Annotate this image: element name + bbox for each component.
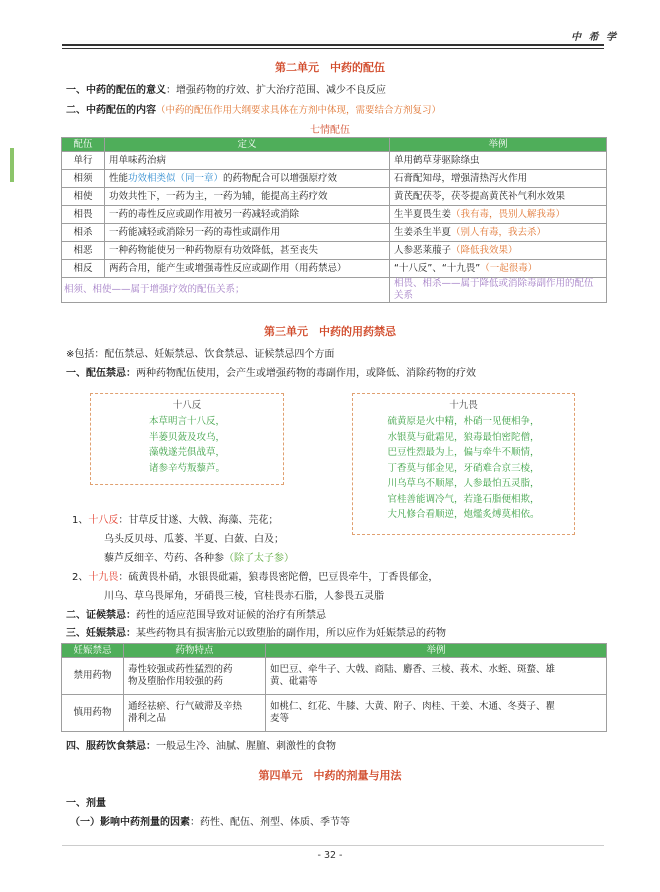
- row-example: [390, 224, 607, 242]
- list18-text: 藜芦反细辛、芍药、各种参: [104, 553, 224, 564]
- preg-text: 某些药物具有损害胎元以致堕胎的副作用，所以应作为妊娠禁忌的药物: [136, 628, 446, 639]
- example-line: 麦等: [270, 713, 290, 724]
- poem-18-line: 半蒌贝蔹及攻乌，: [148, 431, 225, 443]
- qiqing-table: [61, 137, 607, 303]
- content-label: 二、中药配伍的内容: [66, 105, 156, 116]
- list18-note: （除了太子参）: [224, 553, 294, 564]
- list18-line1: [72, 514, 278, 527]
- row-name: 单行: [62, 152, 105, 170]
- row-name: 相恶: [62, 242, 105, 260]
- unit2-title: 第二单元 中药的配伍: [275, 61, 385, 74]
- row-example: [390, 206, 607, 224]
- example-note: （一起很毒）: [480, 262, 538, 274]
- table-row: [62, 170, 607, 188]
- diet-label: 四、服药饮食禁忌：: [66, 741, 156, 752]
- list18-text: ：甘草反甘遂、大戟、海藻、芫花；: [118, 515, 279, 526]
- syndrome-text: 药性的适应范围导致对证候的治疗有所禁忌: [136, 610, 326, 621]
- content-line: [66, 104, 441, 117]
- feature-line: 通经祛瘀、行气破滞及辛热: [128, 701, 243, 712]
- factors-text: ：药性、配伍、剂型、体质、季节等: [190, 817, 350, 828]
- table-row: [62, 242, 607, 260]
- poem-19-line: 硫黄原是火中精，朴硝一见便相争，: [387, 416, 540, 427]
- row-example: [390, 242, 607, 260]
- list19-label: 十九畏: [88, 572, 119, 583]
- col-header-example: 举例: [390, 138, 607, 152]
- list18-number: 1、: [72, 515, 89, 526]
- brand-logo: 中 希 学: [571, 32, 618, 43]
- feature-line: 滑利之品: [128, 713, 167, 724]
- preg-row-example: [266, 658, 607, 695]
- table-row: [62, 206, 607, 224]
- factors-label: （一）影响中药剂量的因素: [70, 817, 190, 828]
- row-def: 一种药物能使另一种药物原有功效降低，甚至丧失: [105, 242, 390, 260]
- preg-row-feature: [124, 658, 266, 695]
- poem-18-line: 本草明言十八反，: [148, 416, 225, 427]
- row-example: [390, 260, 607, 278]
- includes-line: ※包括：配伍禁忌、妊娠禁忌、饮食禁忌、证候禁忌四个方面: [66, 349, 335, 360]
- example-text: 生姜杀生半夏: [394, 226, 452, 238]
- side-tab-marker: [10, 148, 14, 182]
- col-header-name: 配伍: [62, 138, 105, 152]
- poem-19-line: 水银莫与砒霜见，狼毒最怕密陀僧，: [387, 431, 540, 443]
- list19-line2: 川乌、草乌畏犀角，牙硝畏三棱，官桂畏赤石脂，人参畏五灵脂: [104, 591, 384, 602]
- preg-header-type: 妊娠禁忌: [62, 644, 124, 658]
- table-row: [62, 695, 607, 732]
- poem-19-line: 巴豆性烈最为上，偏与牵牛不顺情，: [387, 447, 540, 458]
- list19-text: ：硫黄畏朴硝，水银畏砒霜，狼毒畏密陀僧，巴豆畏牵牛，丁香畏郁金，: [118, 572, 439, 583]
- preg-label: 三、妊娠禁忌：: [66, 628, 136, 639]
- header-rule: [62, 44, 604, 46]
- row-def-start: 性能: [109, 172, 129, 184]
- list19-number: 2、: [72, 572, 89, 583]
- feature-line: 物及堕胎作用较强的药: [128, 676, 224, 687]
- page-number: - 32 -: [317, 850, 343, 861]
- row-def: 功效共性下，一药为主，一药为辅，能提高主药疗效: [105, 188, 390, 206]
- poem-19-box: [352, 393, 575, 535]
- table-row: [62, 152, 607, 170]
- preg-row-example: [266, 695, 607, 732]
- content-note: （中药的配伍作用大纲要求具体在方剂中体现，需要结合方剂复习）: [156, 105, 442, 116]
- poem-19-title: 十九畏: [449, 400, 478, 411]
- row-def: 一药能减轻或消除另一药的毒性或副作用: [105, 224, 390, 242]
- table-row: [62, 260, 607, 278]
- example-text: 人参恶莱菔子: [394, 244, 452, 256]
- preg-header-feature: 药物特点: [124, 644, 266, 658]
- example-text: 生半夏畏生姜: [394, 208, 452, 220]
- dose-heading: 一、剂量: [66, 798, 106, 809]
- preg-line: [66, 627, 446, 640]
- poem-19-line: 官桂善能调冷气，若逢石脂便相欺，: [387, 493, 540, 505]
- row-name: 相须: [62, 170, 105, 188]
- example-line: 如桃仁、红花、牛膝、大黄、附子、肉桂、干姜、木通、冬葵子、瞿: [270, 701, 556, 712]
- col-header-def: 定义: [105, 138, 390, 152]
- unit4-title: 第四单元 中药的剂量与用法: [258, 769, 402, 782]
- example-line: 如巴豆、牵牛子、大戟、商陆、麝香、三棱、莪术、水蛭、斑蝥、雄: [270, 664, 556, 675]
- example-note: （降低我效果）: [451, 244, 518, 256]
- row-example: 黄芪配茯苓，茯苓提高黄芪补气利水效果: [390, 188, 607, 206]
- poem-18-title: 十八反: [172, 400, 202, 411]
- summary-row: [62, 278, 607, 303]
- summary-left: 相须、相使——属于增强疗效的配伍关系；: [62, 278, 390, 303]
- table-row: [62, 658, 607, 695]
- unit3-title: 第三单元 中药的用药禁忌: [264, 325, 396, 338]
- row-name: 相畏: [62, 206, 105, 224]
- poem-19-line: 川乌草乌不顺犀，人参最怕五灵脂，: [387, 478, 540, 489]
- factors-line: [70, 816, 350, 829]
- row-def: 用单味药治病: [105, 152, 390, 170]
- pregnancy-table: [61, 643, 607, 732]
- row-def: [105, 170, 390, 188]
- row-def: 一药的毒性反应或副作用被另一药减轻或消除: [105, 206, 390, 224]
- row-example: 石膏配知母，增强清热泻火作用: [390, 170, 607, 188]
- list18-line3: [104, 552, 294, 565]
- table-row: [62, 188, 607, 206]
- diet-text: 一般忌生冷、油腻、腥膻、刺激性的食物: [156, 741, 336, 752]
- meaning-line: [66, 84, 386, 97]
- diet-line: [66, 740, 336, 753]
- example-text: “十八反”、“十九畏”: [394, 262, 481, 274]
- row-example: 单用鹤草芽驱除绦虫: [390, 152, 607, 170]
- preg-header-example: 举例: [266, 644, 607, 658]
- list18-label: 十八反: [88, 515, 119, 526]
- footer-rule: [62, 845, 604, 846]
- example-note: （别人有毒，我去杀）: [451, 226, 547, 238]
- syndrome-line: [66, 609, 326, 622]
- table-caption: 七情配伍: [310, 125, 350, 136]
- poem-18-line: 藻戟遂芫俱战草，: [148, 447, 225, 458]
- example-note: （我有毒，畏别人解我毒）: [451, 208, 566, 220]
- preg-row-name: 禁用药物: [62, 658, 124, 695]
- list19-line1: [72, 571, 438, 584]
- syndrome-label: 二、证候禁忌：: [66, 610, 136, 621]
- preg-row-name: 慎用药物: [62, 695, 124, 732]
- meaning-text: ：增强药物的疗效、扩大治疗范围、减少不良反应: [166, 85, 386, 96]
- summary-right: 相畏、相杀——属于降低或消除毒副作用的配伍关系: [390, 278, 607, 303]
- row-name: 相杀: [62, 224, 105, 242]
- feature-line: 毒性较强或药性猛烈的药: [128, 664, 233, 675]
- list18-line2: 乌头反贝母、瓜蒌、半夏、白蔹、白及；: [104, 534, 284, 545]
- row-def-highlight: 功效相类似（同一章）: [128, 172, 224, 184]
- poem-19-line: 丁香莫与郁金见，牙硝难合京三棱，: [387, 462, 540, 474]
- meaning-label: 一、中药的配伍的意义: [66, 85, 166, 96]
- compat-text: 两种药物配伍使用，会产生或增强药物的毒副作用，或降低、消除药物的疗效: [136, 368, 476, 379]
- header-rule-thin: [62, 48, 604, 49]
- row-name: 相反: [62, 260, 105, 278]
- poem-18-box: [90, 393, 284, 485]
- poem-19-line: 大凡修合看顺逆，炮爁炙煿莫相依。: [387, 509, 540, 520]
- compat-line: [66, 367, 476, 380]
- row-def-rest: 的药物配合可以增强原疗效: [223, 172, 338, 184]
- preg-row-feature: [124, 695, 266, 732]
- compat-label: 一、配伍禁忌：: [66, 368, 136, 379]
- table-row: [62, 224, 607, 242]
- example-line: 黄、砒霜等: [270, 676, 318, 687]
- row-name: 相使: [62, 188, 105, 206]
- poem-18-line: 诸参辛芍叛藜芦。: [148, 462, 225, 474]
- row-def: 两药合用，能产生或增强毒性反应或副作用（用药禁忌）: [105, 260, 390, 278]
